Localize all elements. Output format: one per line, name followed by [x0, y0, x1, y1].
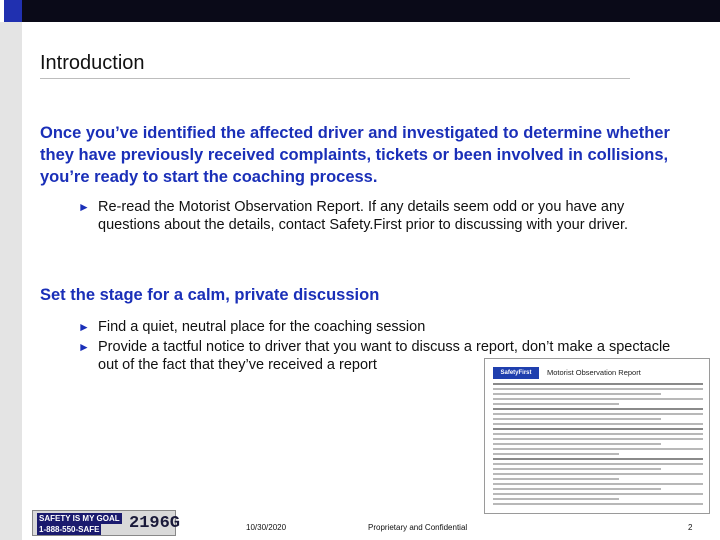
- bullet-item: [78, 198, 678, 234]
- footer-date: 10/30/2020: [246, 523, 287, 532]
- top-corner-accent: [0, 0, 22, 22]
- bullet-item: [78, 318, 678, 336]
- bullet-text: Find a quiet, neutral place for the coaching session: [98, 319, 426, 335]
- slide-title: Introduction: [40, 52, 145, 74]
- report-body-lines: [493, 383, 703, 508]
- bullet-list-reread: [78, 198, 678, 236]
- report-line: [493, 453, 619, 455]
- report-line: [493, 398, 703, 400]
- report-line: [493, 493, 703, 495]
- report-line: [493, 443, 661, 445]
- report-title: Motorist Observation Report: [547, 368, 641, 377]
- report-line: [493, 428, 703, 430]
- top-banner: [0, 0, 720, 22]
- footer-logo: [32, 510, 181, 536]
- report-line: [493, 408, 703, 410]
- footer-page-number: 2: [688, 523, 693, 532]
- report-logo: SafetyFirst: [493, 367, 539, 379]
- logo-phone: 1-888-550-SAFE: [39, 525, 100, 534]
- report-line: [493, 463, 703, 465]
- logo-number: 2196G: [129, 514, 181, 533]
- report-line: [493, 403, 619, 405]
- report-line: [493, 423, 703, 425]
- report-line: [493, 413, 703, 415]
- report-line: [493, 418, 661, 420]
- report-line: [493, 458, 703, 460]
- logo-slogan: SAFETY IS MY GOAL: [39, 514, 120, 523]
- report-line: [493, 468, 661, 470]
- report-header: [493, 367, 703, 379]
- title-divider: [40, 78, 630, 79]
- lead-paragraph: Once you’ve identified the affected driver and investigated to determine whether they have previously received complaints, tickets or been involved in collisions, you’re ready to start the coaching process.: [40, 124, 670, 186]
- bullet-arrow-icon: ►: [78, 340, 90, 354]
- report-line: [493, 478, 619, 480]
- bullet-text: Provide a tactful notice to driver that you want to discuss a report, don’t make a spectacle out of the fact that they’ve received a report: [98, 339, 671, 373]
- report-thumbnail: [484, 358, 710, 514]
- report-line: [493, 473, 703, 475]
- report-line: [493, 483, 703, 485]
- report-line: [493, 433, 703, 435]
- report-line: [493, 498, 619, 500]
- section-subhead: Set the stage for a calm, private discussion: [40, 286, 380, 304]
- report-line: [493, 488, 661, 490]
- report-line: [493, 448, 703, 450]
- report-line: [493, 383, 703, 385]
- bullet-text: Re-read the Motorist Observation Report. If any details seem odd or you have any questions about the details, contact Safety.First prior to discussing with your driver.: [98, 199, 629, 233]
- bullet-arrow-icon: ►: [78, 320, 90, 334]
- report-line: [493, 503, 703, 505]
- footer-confidential: Proprietary and Confidential: [368, 523, 468, 532]
- left-margin-bar: [0, 22, 22, 540]
- report-line: [493, 393, 661, 395]
- bullet-arrow-icon: ►: [78, 200, 90, 214]
- report-line: [493, 388, 703, 390]
- report-line: [493, 438, 703, 440]
